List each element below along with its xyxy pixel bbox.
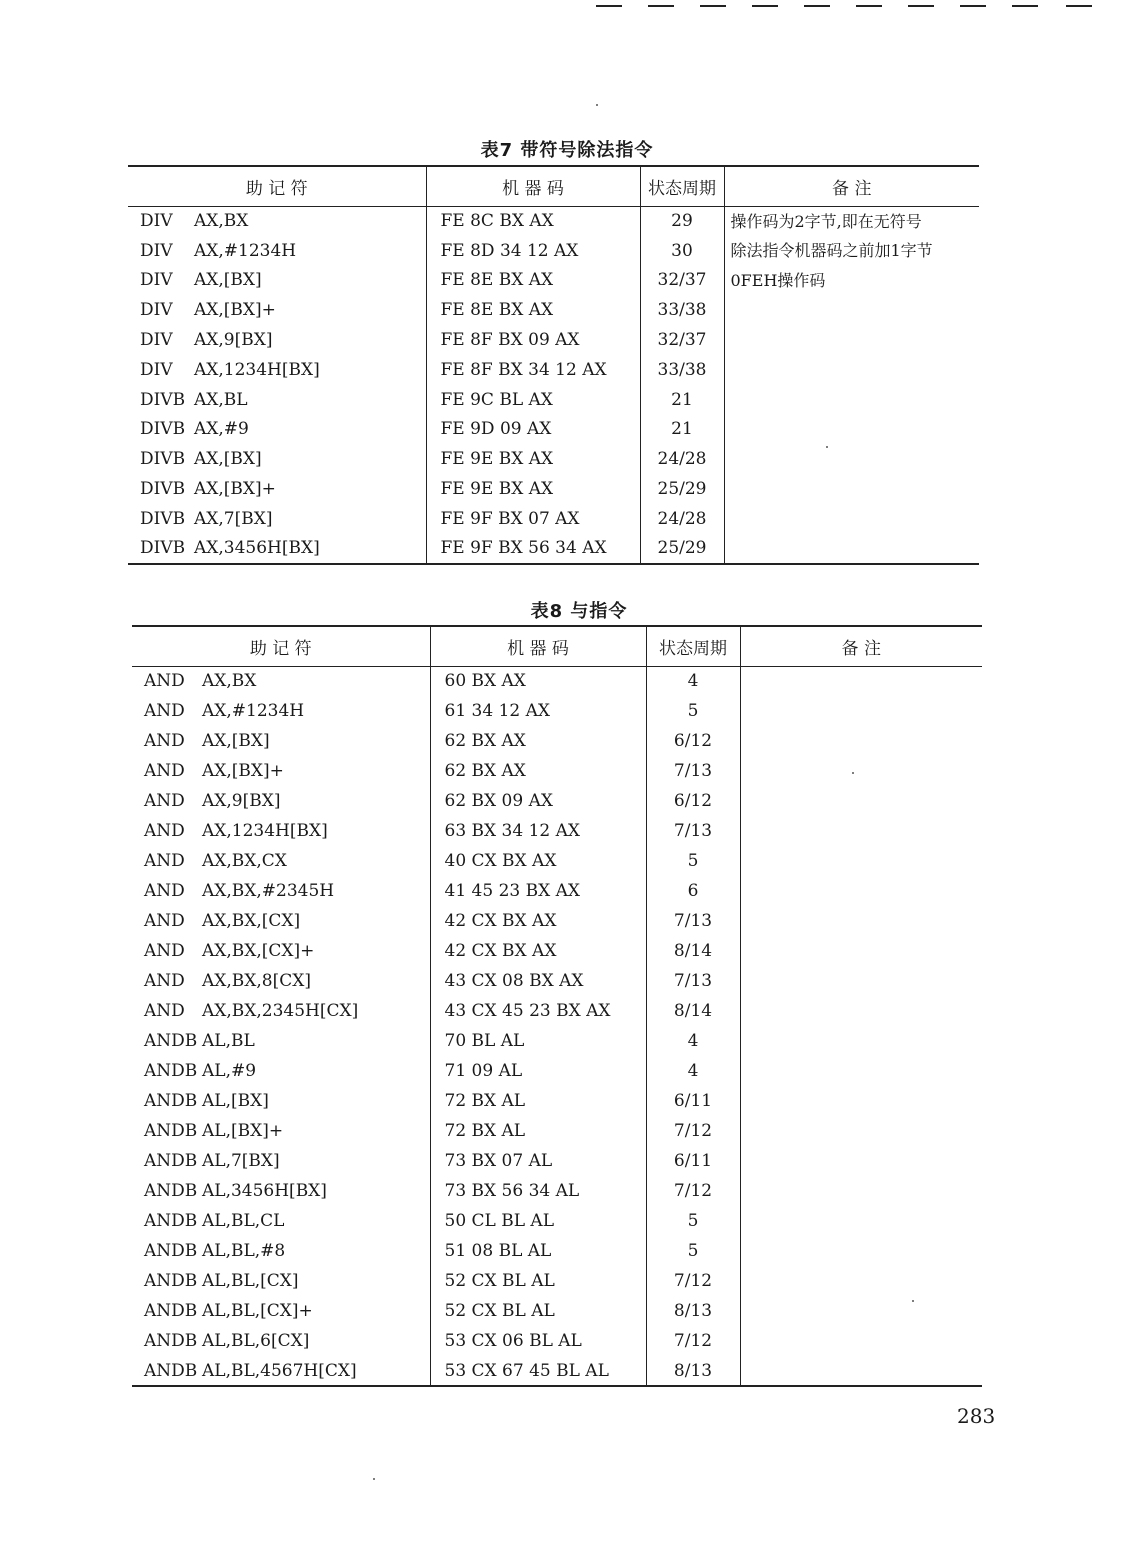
cycles-cell: 4 — [646, 666, 740, 696]
table-row — [132, 666, 982, 696]
machine-code-cell: FE 8D 34 12 AX — [426, 236, 640, 266]
cycles-cell: 21 — [640, 385, 724, 415]
operands: AX,#1234H — [202, 701, 305, 721]
cycles-cell: 8/14 — [646, 936, 740, 966]
mnemonic-cell — [128, 206, 426, 236]
opcode: DIVB — [140, 479, 186, 500]
mnemonic-cell — [132, 726, 430, 756]
operands: AL,7[BX] — [202, 1151, 280, 1171]
cycles-header: 状态周期 — [646, 626, 740, 666]
table8-body — [132, 666, 982, 1386]
operands: AX,1234H[BX] — [194, 359, 320, 380]
operands: AX,BX — [194, 211, 249, 232]
cycles-cell: 4 — [646, 1026, 740, 1056]
mnemonic-cell — [132, 1356, 430, 1386]
opcode: AND — [144, 701, 185, 721]
opcode: DIVB — [140, 419, 186, 440]
mnemonic-cell — [132, 1206, 430, 1236]
opcode: DIV — [140, 330, 173, 351]
opcode: AND — [144, 821, 185, 841]
operands: AX,9[BX] — [202, 791, 281, 811]
table8-header-row — [132, 626, 982, 666]
cycles-header: 状态周期 — [640, 166, 724, 206]
operands: AX,[BX]+ — [194, 300, 276, 321]
note-line: 操作码为2字节,即在无符号 — [730, 211, 922, 231]
operands: AX,3456H[BX] — [194, 538, 320, 559]
operands: AX,BX,8[CX] — [202, 971, 311, 991]
cycles-cell: 4 — [646, 1056, 740, 1086]
machine-code-cell: 42 CX BX AX — [430, 936, 646, 966]
mnemonic-cell — [132, 1116, 430, 1146]
mnemonic-cell — [132, 1236, 430, 1266]
notes-cell — [740, 666, 982, 1386]
opcode: DIVB — [140, 538, 186, 559]
mnemonic-header: 助 记 符 — [128, 166, 426, 206]
machine-code-cell: 70 BL AL — [430, 1026, 646, 1056]
opcode: AND — [144, 881, 185, 901]
machine-code-cell: FE 8E BX AX — [426, 295, 640, 325]
machine-code-cell: 62 BX 09 AX — [430, 786, 646, 816]
mnemonic-cell — [132, 846, 430, 876]
cycles-cell: 8/13 — [646, 1296, 740, 1326]
machine-code-cell: 43 CX 45 23 BX AX — [430, 996, 646, 1026]
machine-code-cell: 50 CL BL AL — [430, 1206, 646, 1236]
table7-caption: 表7 带符号除法指令 — [480, 140, 654, 161]
machine-code-cell: 62 BX AX — [430, 726, 646, 756]
cycles-cell: 32/37 — [640, 325, 724, 355]
cycles-cell: 33/38 — [640, 355, 724, 385]
signed-division-table — [128, 165, 979, 565]
operands: AX,BX,[CX] — [202, 911, 301, 931]
mnemonic-cell — [128, 415, 426, 445]
machine-code-cell: FE 8E BX AX — [426, 266, 640, 296]
opcode: ANDB — [144, 1301, 198, 1321]
mnemonic-cell — [128, 325, 426, 355]
note-line: 除法指令机器码之前加1字节 — [730, 241, 933, 261]
operands: AX,7[BX] — [194, 508, 273, 529]
operands: AL,BL,#8 — [202, 1241, 286, 1261]
operands: AL,3456H[BX] — [202, 1181, 327, 1201]
opcode: DIV — [140, 300, 173, 321]
operands: AX,BL — [194, 389, 248, 410]
table7-header-row — [128, 166, 979, 206]
cycles-cell: 7/12 — [646, 1176, 740, 1206]
machine-code-cell: FE 8C BX AX — [426, 206, 640, 236]
cycles-cell: 33/38 — [640, 295, 724, 325]
opcode: AND — [144, 791, 185, 811]
mnemonic-cell — [132, 1326, 430, 1356]
machine-code-cell: 63 BX 34 12 AX — [430, 816, 646, 846]
cycles-cell: 5 — [646, 1206, 740, 1236]
opcode: ANDB — [144, 1241, 198, 1261]
cycles-cell: 6/11 — [646, 1086, 740, 1116]
mnemonic-cell — [128, 295, 426, 325]
machine-code-cell: FE 8F BX 09 AX — [426, 325, 640, 355]
mnemonic-cell — [132, 1026, 430, 1056]
operands: AX,BX — [202, 671, 257, 692]
operands: AX,#1234H — [194, 240, 297, 261]
mnemonic-cell — [132, 1086, 430, 1116]
mnemonic-cell — [132, 906, 430, 936]
opcode: DIVB — [140, 389, 186, 410]
opcode: DIV — [140, 270, 173, 291]
mnemonic-cell — [128, 444, 426, 474]
mnemonic-cell — [132, 666, 430, 696]
opcode: ANDB — [144, 1151, 198, 1171]
mnemonic-cell — [132, 876, 430, 906]
cycles-cell: 8/14 — [646, 996, 740, 1026]
operands: AL,[BX]+ — [202, 1121, 284, 1141]
cycles-cell: 7/13 — [646, 816, 740, 846]
cycles-cell: 32/37 — [640, 266, 724, 296]
opcode: ANDB — [144, 1061, 198, 1081]
operands: AL,#9 — [202, 1061, 257, 1081]
mnemonic-cell — [132, 1296, 430, 1326]
machine-code-cell: 40 CX BX AX — [430, 846, 646, 876]
cycles-cell: 21 — [640, 415, 724, 445]
table-row — [128, 206, 979, 236]
cycles-cell: 6/12 — [646, 726, 740, 756]
operands: AX,[BX]+ — [202, 761, 284, 781]
machine-code-cell: 53 CX 06 BL AL — [430, 1326, 646, 1356]
mnemonic-cell — [128, 534, 426, 564]
machine-code-cell: 52 CX BL AL — [430, 1296, 646, 1326]
opcode: AND — [144, 671, 185, 692]
operands: AX,[BX] — [194, 270, 262, 291]
operands: AX,1234H[BX] — [202, 821, 328, 841]
mnemonic-cell — [128, 474, 426, 504]
mnemonic-cell — [132, 1266, 430, 1296]
cycles-cell: 7/13 — [646, 756, 740, 786]
cycles-cell: 6 — [646, 876, 740, 906]
operands: AX,BX,2345H[CX] — [202, 1001, 359, 1021]
machine-code-cell: 71 09 AL — [430, 1056, 646, 1086]
operands: AX,#9 — [194, 419, 249, 440]
opcode: DIVB — [140, 449, 186, 470]
opcode: AND — [144, 1001, 185, 1021]
machine-code-cell: FE 9E BX AX — [426, 444, 640, 474]
opcode: ANDB — [144, 1091, 198, 1111]
mnemonic-cell — [132, 1146, 430, 1176]
machine-code-cell: 72 BX AL — [430, 1086, 646, 1116]
mnemonic-cell — [132, 786, 430, 816]
cycles-cell: 5 — [646, 846, 740, 876]
scan-speck — [373, 1478, 375, 1480]
opcode: ANDB — [144, 1181, 198, 1201]
mnemonic-cell — [128, 266, 426, 296]
mnemonic-cell — [132, 966, 430, 996]
mnemonic-cell — [132, 756, 430, 786]
cycles-cell: 24/28 — [640, 444, 724, 474]
operands: AX,[BX]+ — [194, 479, 276, 500]
table8-caption: 表8 与指令 — [530, 601, 628, 622]
opcode: AND — [144, 761, 185, 781]
machine-code-cell: 73 BX 56 34 AL — [430, 1176, 646, 1206]
cycles-cell: 7/13 — [646, 966, 740, 996]
cycles-cell: 29 — [640, 206, 724, 236]
opcode: AND — [144, 941, 185, 961]
mnemonic-cell — [132, 996, 430, 1026]
machine-code-cell: 52 CX BL AL — [430, 1266, 646, 1296]
cycles-cell: 7/12 — [646, 1266, 740, 1296]
mnemonic-header: 助 记 符 — [132, 626, 430, 666]
machine-code-header: 机 器 码 — [430, 626, 646, 666]
and-instruction-table — [132, 625, 982, 1387]
machine-code-cell: FE 9F BX 07 AX — [426, 504, 640, 534]
page-number: 283 — [957, 1404, 996, 1428]
operands: AX,[BX] — [194, 449, 262, 470]
mnemonic-cell — [128, 355, 426, 385]
machine-code-cell: 53 CX 67 45 BL AL — [430, 1356, 646, 1386]
machine-code-cell: 62 BX AX — [430, 756, 646, 786]
cycles-cell: 7/13 — [646, 906, 740, 936]
operands: AL,BL,6[CX] — [202, 1331, 310, 1351]
machine-code-cell: FE 9C BL AX — [426, 385, 640, 415]
machine-code-header: 机 器 码 — [426, 166, 640, 206]
operands: AL,BL,CL — [202, 1211, 285, 1231]
operands: AX,BX,[CX]+ — [202, 941, 315, 961]
mnemonic-cell — [132, 696, 430, 726]
cycles-cell: 25/29 — [640, 474, 724, 504]
notes-cell — [724, 206, 979, 564]
operands: AX,[BX] — [202, 731, 270, 751]
cycles-cell: 30 — [640, 236, 724, 266]
notes-header: 备 注 — [724, 166, 979, 206]
machine-code-cell: 41 45 23 BX AX — [430, 876, 646, 906]
cycles-cell: 6/12 — [646, 786, 740, 816]
notes-header: 备 注 — [740, 626, 982, 666]
mnemonic-cell — [132, 936, 430, 966]
cycles-cell: 24/28 — [640, 504, 724, 534]
top-edge-dashes — [596, 0, 1096, 10]
mnemonic-cell — [128, 385, 426, 415]
machine-code-cell: 42 CX BX AX — [430, 906, 646, 936]
mnemonic-cell — [132, 816, 430, 846]
mnemonic-cell — [128, 504, 426, 534]
mnemonic-cell — [128, 236, 426, 266]
table7-body — [128, 206, 979, 564]
opcode: AND — [144, 851, 185, 871]
machine-code-cell: 60 BX AX — [430, 666, 646, 696]
cycles-cell: 7/12 — [646, 1116, 740, 1146]
operands: AX,BX,#2345H — [202, 881, 335, 901]
opcode: DIVB — [140, 508, 186, 529]
machine-code-cell: FE 8F BX 34 12 AX — [426, 355, 640, 385]
machine-code-cell: FE 9D 09 AX — [426, 415, 640, 445]
opcode: ANDB — [144, 1211, 198, 1231]
cycles-cell: 6/11 — [646, 1146, 740, 1176]
opcode: AND — [144, 911, 185, 931]
mnemonic-cell — [132, 1176, 430, 1206]
cycles-cell: 25/29 — [640, 534, 724, 564]
cycles-cell: 5 — [646, 696, 740, 726]
opcode: ANDB — [144, 1031, 198, 1051]
machine-code-cell: FE 9F BX 56 34 AX — [426, 534, 640, 564]
cycles-cell: 5 — [646, 1236, 740, 1266]
operands: AX,9[BX] — [194, 330, 273, 351]
operands: AL,[BX] — [202, 1091, 269, 1111]
operands: AL,BL,[CX] — [202, 1271, 299, 1291]
operands: AL,BL,[CX]+ — [202, 1301, 313, 1321]
opcode: DIV — [140, 359, 173, 380]
cycles-cell: 7/12 — [646, 1326, 740, 1356]
scan-speck — [596, 104, 598, 106]
machine-code-cell: 51 08 BL AL — [430, 1236, 646, 1266]
machine-code-cell: 72 BX AL — [430, 1116, 646, 1146]
opcode: AND — [144, 731, 185, 751]
opcode: DIV — [140, 211, 173, 232]
operands: AX,BX,CX — [202, 851, 287, 871]
cycles-cell: 8/13 — [646, 1356, 740, 1386]
machine-code-cell: 61 34 12 AX — [430, 696, 646, 726]
operands: AL,BL,4567H[CX] — [202, 1360, 357, 1381]
machine-code-cell: 73 BX 07 AL — [430, 1146, 646, 1176]
mnemonic-cell — [132, 1056, 430, 1086]
opcode: ANDB — [144, 1360, 198, 1381]
opcode: ANDB — [144, 1331, 198, 1351]
note-line: 0FEH操作码 — [730, 271, 826, 291]
machine-code-cell: 43 CX 08 BX AX — [430, 966, 646, 996]
opcode: ANDB — [144, 1271, 198, 1291]
opcode: ANDB — [144, 1121, 198, 1141]
operands: AL,BL — [202, 1031, 255, 1051]
opcode: AND — [144, 971, 185, 991]
opcode: DIV — [140, 240, 173, 261]
machine-code-cell: FE 9E BX AX — [426, 474, 640, 504]
